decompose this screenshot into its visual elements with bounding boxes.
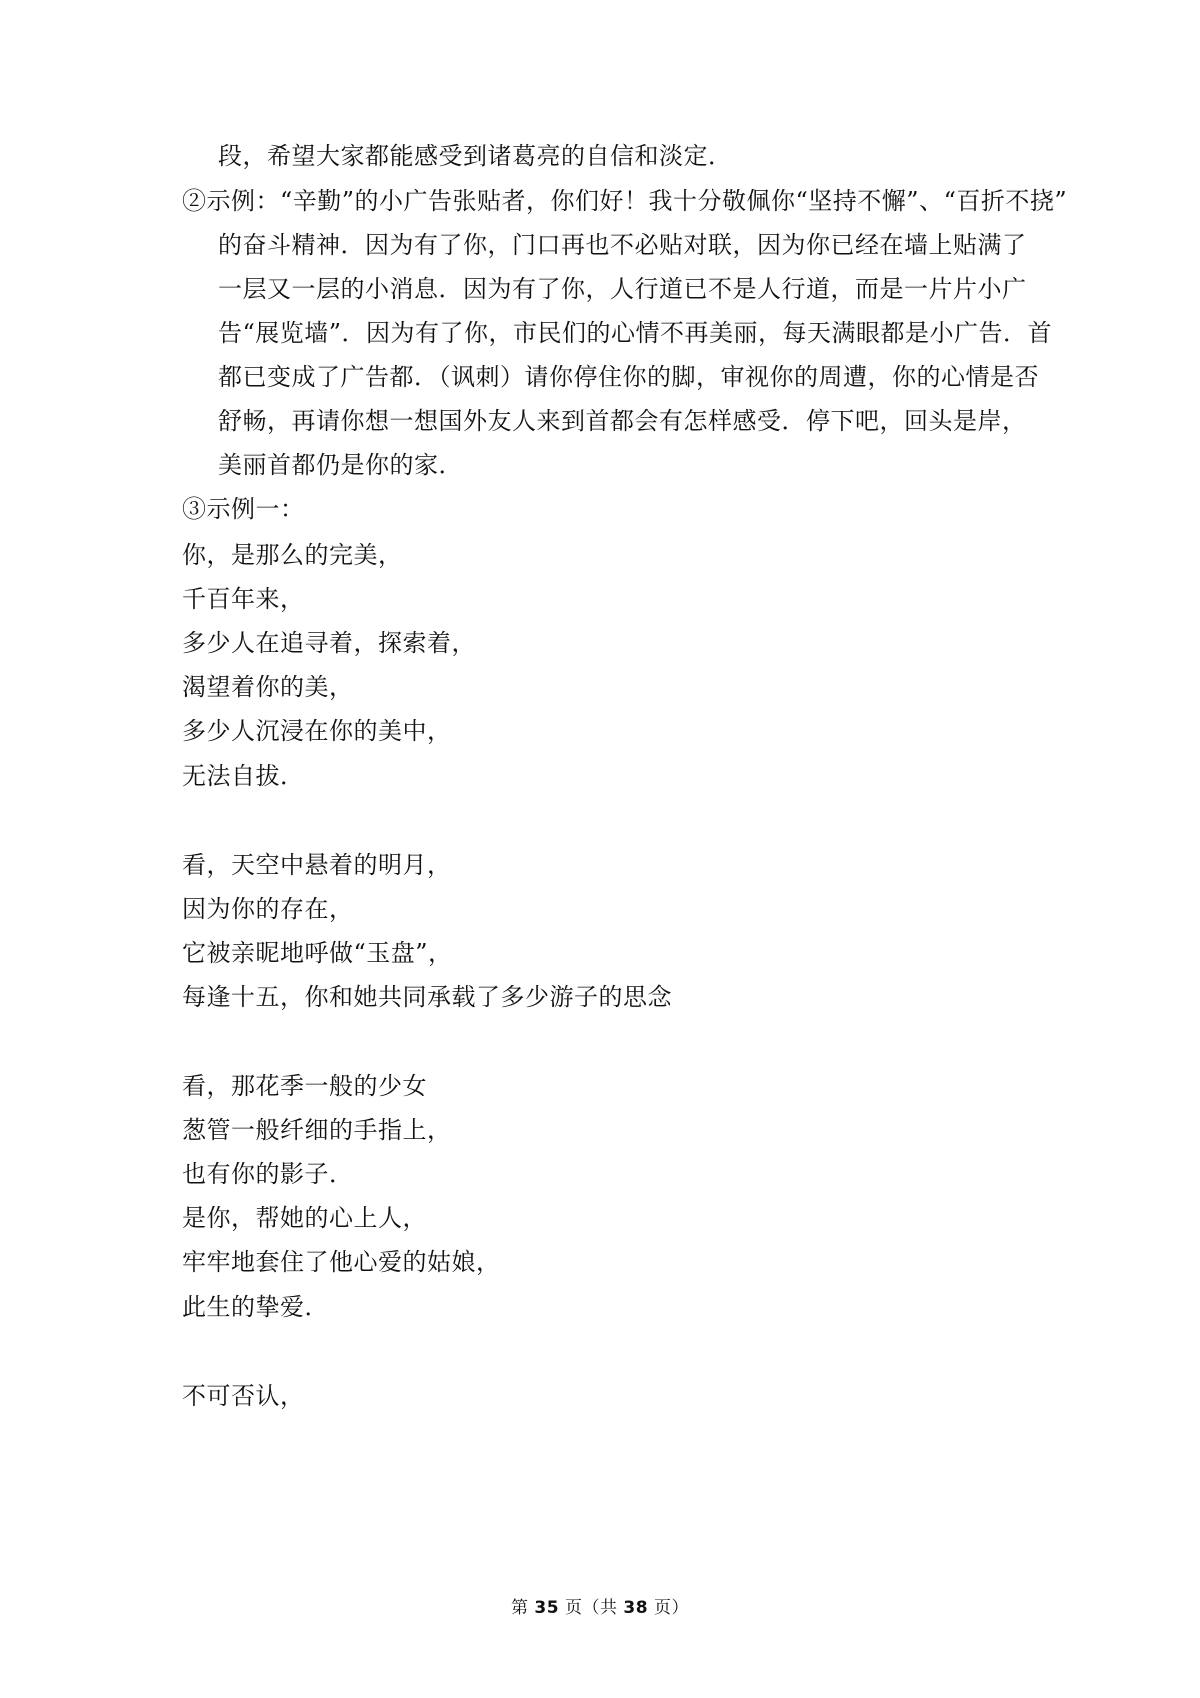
poem-line: 多少人沉浸在你的美中， xyxy=(182,717,452,745)
continuation-line: 段，希望大家都能感受到诸葛亮的自信和淡定． xyxy=(218,142,733,170)
poem-line: 看，那花季一般的少女 xyxy=(182,1072,427,1100)
poem-line: 因为你的存在， xyxy=(182,895,354,923)
poem-line: 不可否认， xyxy=(182,1382,305,1410)
example2-line-6: 舒畅，再请你想一想国外友人来到首都会有怎样感受．停下吧，回头是岸， xyxy=(218,407,1027,435)
page-footer xyxy=(0,1596,1200,1620)
poem-line: 无法自拔． xyxy=(182,762,305,790)
footer-middle: 页（共 xyxy=(565,1598,618,1618)
current-page-number: 35 xyxy=(534,1598,560,1618)
example2-line-2: 的奋斗精神．因为有了你，门口再也不必贴对联，因为你已经在墙上贴满了 xyxy=(218,231,1027,259)
poem-line: 牢牢地套住了他心爱的姑娘， xyxy=(182,1248,501,1276)
footer-suffix: 页） xyxy=(653,1598,689,1618)
poem-line: 看，天空中悬着的明月， xyxy=(182,851,452,879)
poem-line: 你，是那么的完美， xyxy=(182,541,403,569)
poem-line: 也有你的影子． xyxy=(182,1160,354,1188)
footer-prefix: 第 xyxy=(511,1598,529,1618)
poem-line: 此生的挚爱． xyxy=(182,1293,329,1321)
total-page-number: 38 xyxy=(623,1598,649,1618)
poem-line: 它被亲昵地呼做“玉盘”， xyxy=(182,939,453,967)
poem-line: 渴望着你的美， xyxy=(182,673,354,701)
example2-line-3: 一层又一层的小消息．因为有了你，人行道已不是人行道，而是一片片小广 xyxy=(218,275,1027,303)
example2-line-4: 告“展览墙”．因为有了你，市民们的心情不再美丽，每天满眼都是小广告．首 xyxy=(218,319,1053,347)
poem-line: 是你，帮她的心上人， xyxy=(182,1204,427,1232)
poem-line: 多少人在追寻着，探索着， xyxy=(182,629,476,657)
poem-line: 葱管一般纤细的手指上， xyxy=(182,1116,452,1144)
example2-line-7: 美丽首都仍是你的家． xyxy=(218,451,463,479)
example2-line-1: ②示例：“辛勤”的小广告张贴者，你们好！我十分敬佩你“坚持不懈”、“百折不挠” xyxy=(182,187,1068,215)
example3-heading: ③示例一： xyxy=(182,495,305,523)
poem-line: 千百年来， xyxy=(182,585,305,613)
poem-line: 每逢十五，你和她共同承载了多少游子的思念 xyxy=(182,983,672,1011)
example2-line-5: 都已变成了广告都．（讽刺）请你停住你的脚，审视你的周遭，你的心情是否 xyxy=(218,363,1039,391)
